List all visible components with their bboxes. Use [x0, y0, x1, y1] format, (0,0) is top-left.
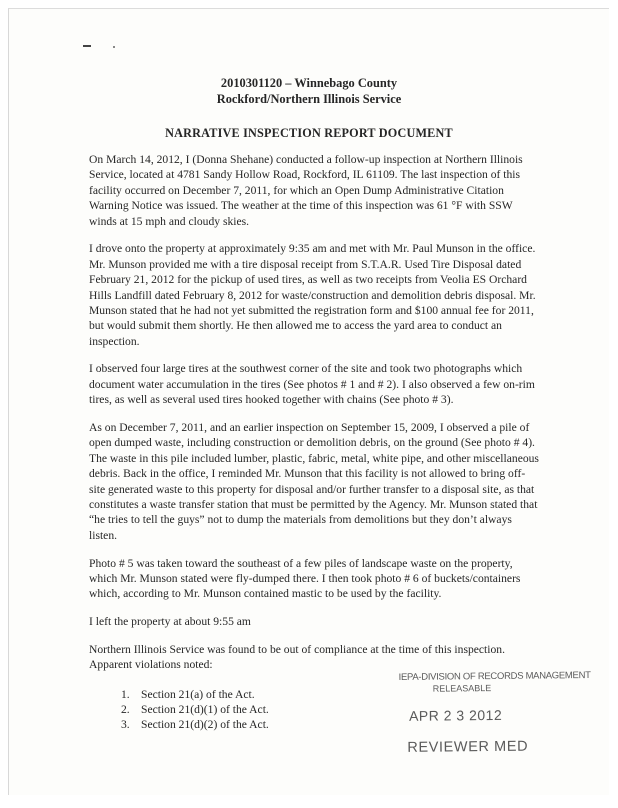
header-case-id: 2010301120 – Winnebago County	[220, 76, 398, 90]
paragraph-arrival: I drove onto the property at approximately 9:35 am and met with Mr. Paul Munson in the office. Mr. Munson provided me with a tire disposal receipt from S.T.A.R. Used Tire Disposal dated February 21, 2012 for the pickup of used tires, as well as two receipts from Veolia ES Orchard Hills Landfill dated February 8, 2012 for waste/construction and demolition debris disposal. Mr. Munson stated that he had not yet submitted the registration form and $100 annual fee for 2011, but would submit them shortly. He then allowed me to access the yard area to conduct an inspection.	[89, 242, 536, 348]
header-facility: Rockford/Northern Illinois Service	[216, 91, 402, 106]
paragraph-open-dump: As on December 7, 2011, and an earlier inspection on September 15, 2009, I observed a pile of open dumped waste, including construction or demolition debris, on the ground (See photo # 4). The waste in this pile included lumber, plastic, fabric, metal, white pipe, and other miscellaneous debris. Back in the office, I reminded Mr. Munson that this facility is not allowed to bring off-site generated waste to this property for disposal and/or further transfer to a disposal site, as that constitutes a waste transfer station that must be permitted by the Agency. Mr. Munson stated that “he tries to tell the guys” not to dump the materials from demolitions but they don’t always listen.	[89, 420, 539, 542]
stamp-reviewer: REVIEWER MED	[407, 738, 529, 756]
document-title: NARRATIVE INSPECTION REPORT DOCUMENT	[165, 126, 453, 140]
violation-text: Section 21(a) of the Act.	[141, 687, 255, 701]
violation-number: 3.	[121, 717, 130, 731]
violation-number: 1.	[121, 687, 130, 701]
stamp-date: APR 2 3 2012	[408, 706, 503, 724]
narrative-body	[89, 152, 541, 732]
violation-text: Section 21(d)(2) of the Act.	[141, 717, 269, 731]
scan-mark	[83, 45, 91, 47]
paragraph-landscape-waste: Photo # 5 was taken toward the southeast of a few piles of landscape waste on the property, which Mr. Munson stated were fly-dumped there. I then took photo # 6 of buckets/containers which, according to Mr. Munson contained mastic to be used by the facility.	[89, 556, 521, 601]
document-page	[8, 8, 609, 795]
paragraph-compliance: Northern Illinois Service was found to be out of compliance at the time of this inspection. Apparent violations noted:	[89, 642, 505, 672]
paragraph-intro: On March 14, 2012, I (Donna Shehane) conducted a follow-up inspection at Northern Illinois Service, located at 4781 Sandy Hollow Road, Rockford, IL 61109. The last inspection of this facility occurred on December 7, 2011, for which an Open Dump Administrative Citation Warning Notice was issued. The weather at the time of this inspection was 61 °F with SSW winds at 15 mph and cloudy skies.	[89, 153, 523, 228]
received-stamp	[399, 670, 590, 756]
violation-number: 2.	[121, 702, 130, 716]
violation-text: Section 21(d)(1) of the Act.	[141, 702, 269, 716]
stamp-releasable: RELEASABLE	[432, 683, 492, 694]
scan-mark	[113, 46, 115, 48]
paragraph-tires: I observed four large tires at the southwest corner of the site and took two photographs which document water accumulation in the tires (See photos # 1 and # 2). I also observed a few on-rim tires, as well as several used tires hooked together with chains (See photo # 3).	[89, 362, 535, 407]
document-header	[9, 76, 609, 107]
paragraph-departure: I left the property at about 9:55 am	[89, 615, 251, 629]
stamp-agency: IEPA-DIVISION OF RECORDS MANAGEMENT	[398, 669, 591, 683]
